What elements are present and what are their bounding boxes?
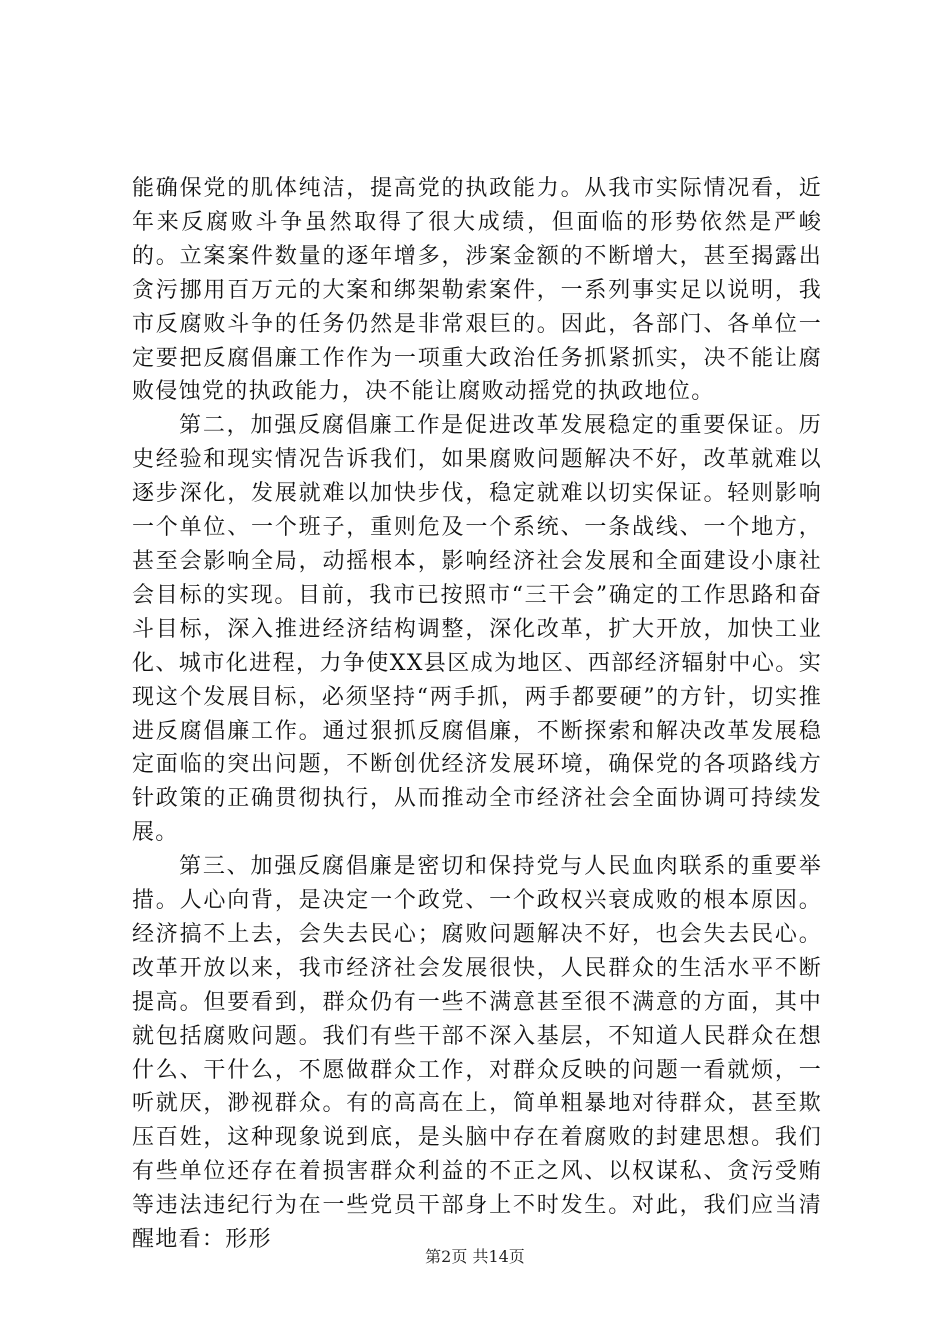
document-body	[132, 172, 822, 1257]
page-footer: 第2页 共14页	[425, 1247, 525, 1266]
paragraph-3: 第三、加强反腐倡廉是密切和保持党与人民血肉联系的重要举措。人心向背，是决定一个政党、一个政权兴衰成败的根本原因。经济搞不上去，会失去民心；腐败问题解决不好，也会失去民心。改革开放以来，我市经济社会发展很快，人民群众的生活水平不断提高。但要看到，群众仍有一些不满意甚至很不满意的方面，其中就包括腐败问题。我们有些干部不深入基层，不知道人民群众在想什么、干什么，不愿做群众工作，对群众反映的问题一看就烦，一听就厌，渺视群众。有的高高在上，简单粗暴地对待群众，甚至欺压百姓，这种现象说到底，是头脑中存在着腐败的封建思想。我们有些单位还存在着损害群众利益的不正之风、以权谋私、贪污受贿等违法违纪行为在一些党员干部身上不时发生。对此，我们应当清醒地看：形形	[132, 854, 822, 1253]
paragraph-1: 能确保党的肌体纯洁，提高党的执政能力。从我市实际情况看，近年来反腐败斗争虽然取得了很大成绩，但面临的形势依然是严峻的。立案案件数量的逐年增多，涉案金额的不断增大，甚至揭露出贪污挪用百万元的大案和绑架勒索案件，一系列事实足以说明，我市反腐败斗争的任务仍然是非常艰巨的。因此，各部门、各单位一定要把反腐倡廉工作作为一项重大政治任务抓紧抓实，决不能让腐败侵蚀党的执政能力，决不能让腐败动摇党的执政地位。	[132, 176, 822, 405]
paragraph-2: 第二，加强反腐倡廉工作是促进改革发展稳定的重要保证。历史经验和现实情况告诉我们，如果腐败问题解决不好，改革就难以逐步深化，发展就难以加快步伐，稳定就难以切实保证。轻则影响一个单位、一个班子，重则危及一个系统、一条战线、一个地方，甚至会影响全局，动摇根本，影响经济社会发展和全面建设小康社会目标的实现。目前，我市已按照市“三干会”确定的工作思路和奋斗目标，深入推进经济结构调整，深化改革，扩大开放，加快工业化、城市化进程，力争使XX县区成为地区、西部经济辐射中心。实现这个发展目标，必须坚持“两手抓，两手都要硬”的方针，切实推进反腐倡廉工作。通过狠抓反腐倡廉，不断探索和解决改革发展稳定面临的突出问题，不断创优经济发展环境，确保党的各项路线方针政策的正确贯彻执行，从而推动全市经济社会全面协调可持续发展。	[132, 413, 822, 846]
